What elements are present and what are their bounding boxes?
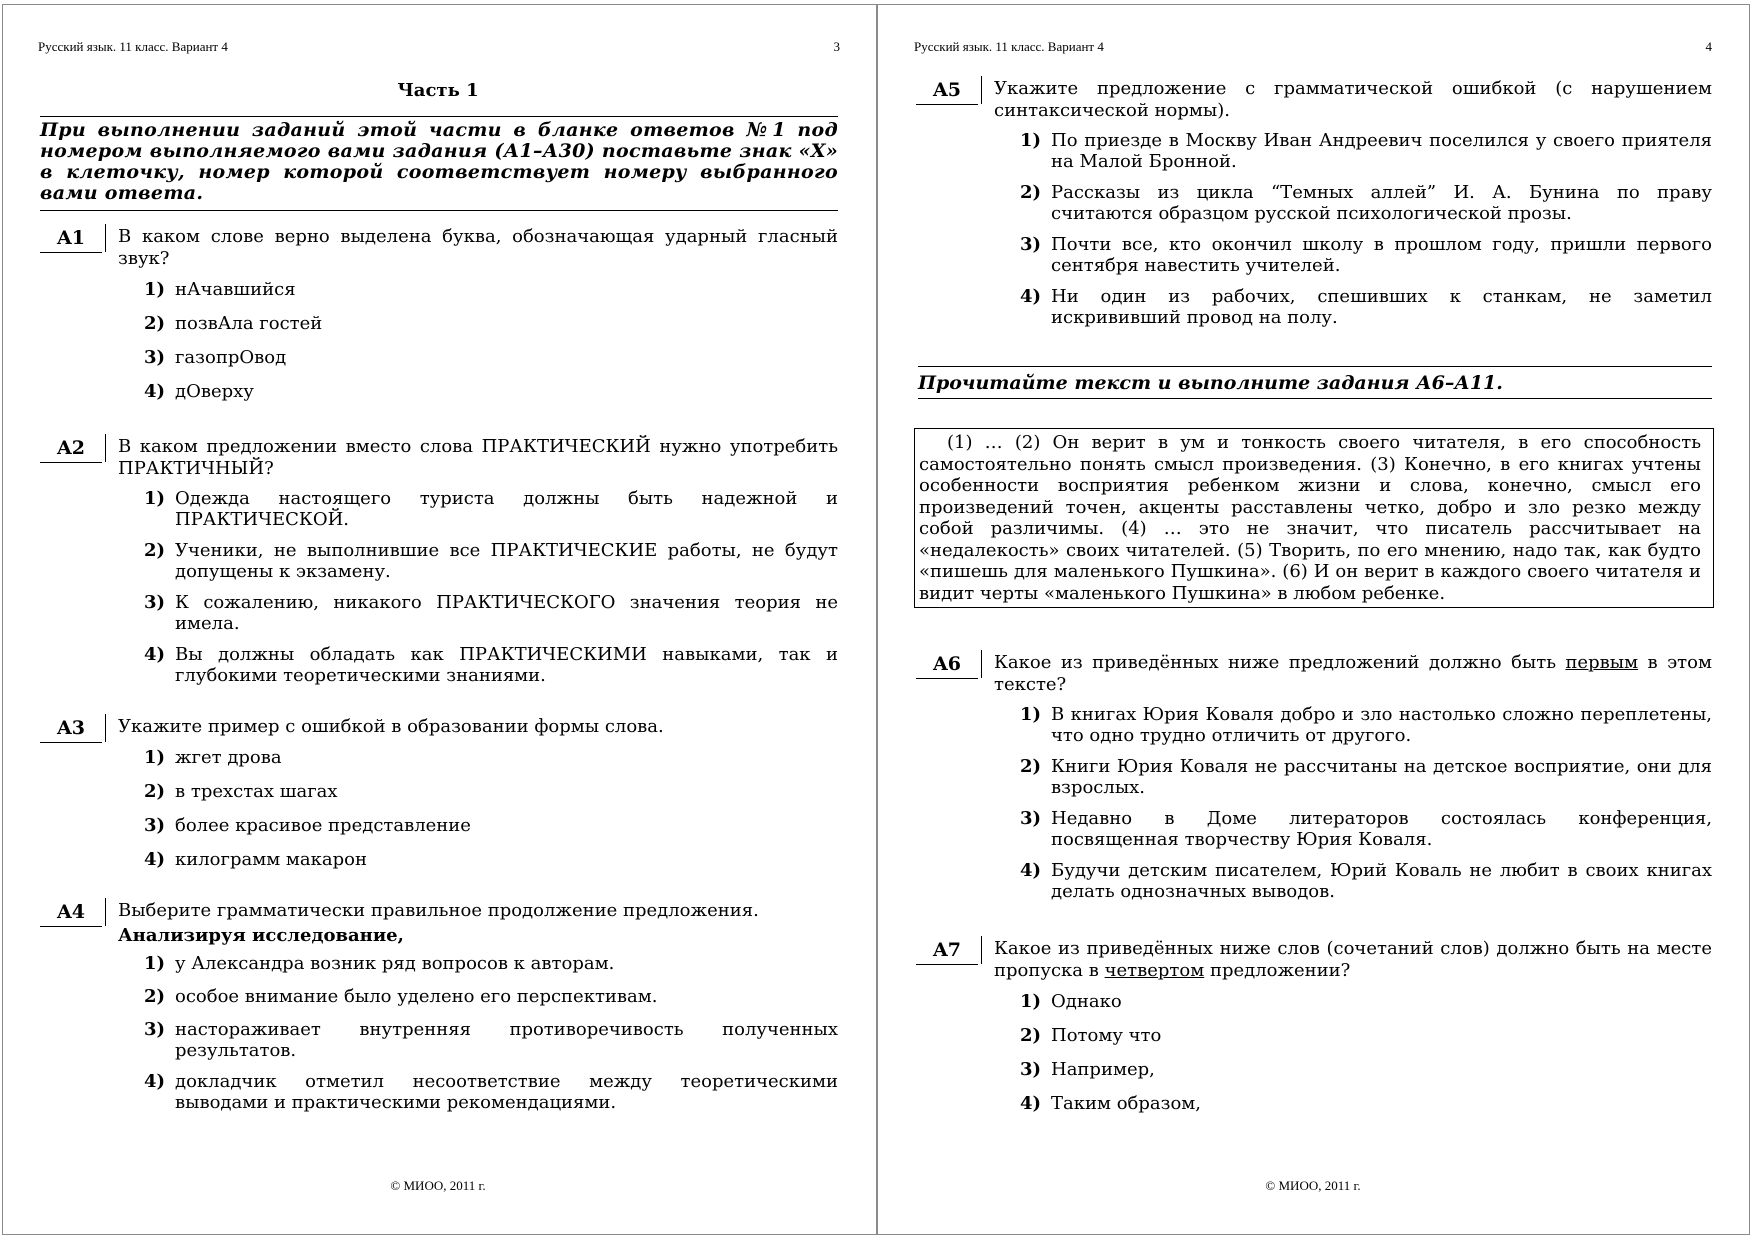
option-text: докладчик отметил несоответствие между теоретическими выводами и практическими рекомендациями. (175, 1071, 838, 1113)
option-text: Таким образом, (1051, 1093, 1202, 1114)
option-text: в трехстах шагах (175, 781, 338, 802)
right-page (914, 0, 1712, 1239)
option-number: 2) (1019, 182, 1041, 203)
option (1018, 182, 1712, 224)
option (142, 592, 838, 634)
option (1018, 1025, 1712, 1046)
task-label: A3 (40, 716, 102, 743)
option (142, 488, 838, 530)
option-text: более красивое представление (175, 815, 471, 836)
copyright-footer: © МИОО, 2011 г. (390, 1178, 486, 1193)
option (1018, 704, 1712, 746)
option-number: 3) (1019, 234, 1041, 255)
option-text: Однако (1051, 991, 1122, 1012)
option-text: Например, (1051, 1059, 1155, 1080)
option (1018, 1059, 1712, 1080)
option-list (38, 488, 838, 686)
rule (40, 116, 838, 117)
question-text: Какое из приведённых ниже слов (сочетаний слов) должно быть на месте пропуска в (994, 938, 1712, 981)
option-text: Книги Юрия Коваля не рассчитаны на детское восприятие, они для взрослых. (1051, 756, 1712, 798)
option (142, 540, 838, 582)
option-text: позвАла гостей (175, 313, 323, 334)
running-title: Русский язык. 11 класс. Вариант 4 (38, 39, 228, 54)
option (1018, 234, 1712, 276)
option-text: у Александра возник ряд вопросов к авторам. (175, 953, 615, 974)
page-divider (876, 4, 878, 1235)
rule (918, 398, 1712, 399)
sentence-start: Анализируя исследование, (118, 925, 404, 946)
task-question: В каком предложении вместо слова ПРАКТИЧЕСКИЙ нужно употребить ПРАКТИЧНЫЙ? (118, 436, 838, 479)
task-question (994, 938, 1712, 982)
task-a4 (38, 900, 838, 1123)
option-number: 2) (143, 781, 165, 802)
option-number: 4) (1019, 1093, 1041, 1114)
option-number: 3) (143, 347, 165, 368)
part-instructions: При выполнении заданий этой части в бланке ответов №1 под номером выполняемого вами задания (А1–А30) поставьте знак «X» в клеточку, номер которой соответствует номеру выбранного вами ответа. (40, 119, 838, 204)
option-number: 4) (1019, 860, 1041, 881)
task-question: Укажите пример с ошибкой в образовании формы слова. (118, 716, 664, 737)
task-a3 (38, 716, 838, 880)
option-number: 1) (143, 953, 165, 974)
underlined-word: четвертом (1104, 960, 1205, 981)
option-text: Рассказы из цикла “Темных аллей” И. А. Бунина по праву считаются образцом русской психологической прозы. (1051, 182, 1712, 224)
option (142, 381, 838, 402)
option-text: Ни один из рабочих, спешивших к станкам, не заметил искрививший провод на полу. (1051, 286, 1712, 328)
option-text: газопрОвод (175, 347, 287, 368)
task-label: A4 (40, 900, 102, 927)
option-text: Потому что (1051, 1025, 1162, 1046)
rule (40, 210, 838, 211)
option-number: 3) (1019, 1059, 1041, 1080)
option (142, 347, 838, 368)
option-number: 4) (143, 381, 165, 402)
option-text: Ученики, не выполнившие все ПРАКТИЧЕСКИЕ работы, не будут допущены к экзамену. (175, 540, 838, 582)
task-label: A1 (40, 226, 102, 253)
option-list (914, 991, 1712, 1114)
question-text: Какое из приведённых ниже предложений должно быть (994, 652, 1566, 673)
option-text: нАчавшийся (175, 279, 296, 300)
option-number: 3) (143, 1019, 165, 1040)
option (142, 781, 838, 802)
reading-passage: (1) … (2) Он верит в ум и тонкость своего читателя, в его способность самостоятельно понять смысл произведения. (3) Конечно, в его книгах учтены особенности восприятия ребенком жизни и слова, конечно, смысл его произведений точен, акценты расставлены четко, добро и зло резко между собой различимы. (4) … это не значит, что писатель рассчитывает на «недалекость» своих читателей. (5) Творить, по его мнению, надо так, как будто «пишешь для маленького Пушкина». (6) И он верит в каждого своего читателя и видит черты «маленького Пушкина» в любом ребенке. (914, 428, 1714, 608)
option (1018, 991, 1712, 1012)
left-page (38, 0, 838, 1239)
running-header (914, 39, 1712, 57)
running-title: Русский язык. 11 класс. Вариант 4 (914, 39, 1104, 54)
option-number: 2) (143, 986, 165, 1007)
option-text: По приезде в Москву Иван Андреевич поселился у своего приятеля на Малой Бронной. (1051, 130, 1712, 172)
option-list (38, 747, 838, 870)
option (142, 279, 838, 300)
rule (918, 366, 1712, 367)
option-number: 1) (143, 488, 165, 509)
task-label: A7 (916, 938, 978, 965)
option (142, 313, 838, 334)
option (1018, 130, 1712, 172)
task-label: A2 (40, 436, 102, 463)
option-number: 1) (143, 747, 165, 768)
option-text: Будучи детским писателем, Юрий Коваль не любит в своих книгах делать однозначных выводов. (1051, 860, 1712, 902)
option-list (914, 130, 1712, 328)
option-text: К сожалению, никакого ПРАКТИЧЕСКОГО значения теория не имела. (175, 592, 838, 634)
option (1018, 808, 1712, 850)
task-label: A6 (916, 652, 978, 679)
page-number: 3 (833, 39, 840, 54)
option (142, 1019, 838, 1061)
option (1018, 1093, 1712, 1114)
option (142, 953, 838, 974)
running-header (38, 39, 838, 57)
reading-instruction: Прочитайте текст и выполните задания А6–А11. (918, 372, 1503, 394)
task-label: A5 (916, 78, 978, 105)
option-number: 3) (143, 815, 165, 836)
task-question: Выберите грамматически правильное продолжение предложения. (118, 900, 759, 921)
option-text: В книгах Юрия Коваля добро и зло настолько сложно переплетены, что одно трудно отличить от другого. (1051, 704, 1712, 746)
task-a2 (38, 436, 838, 696)
option (142, 747, 838, 768)
option-list (38, 279, 838, 402)
option-number: 2) (1019, 1025, 1041, 1046)
option (142, 815, 838, 836)
underlined-word: первым (1565, 652, 1639, 673)
option-number: 1) (1019, 704, 1041, 725)
question-text: предложении? (1204, 960, 1351, 981)
option-text: килограмм макарон (175, 849, 367, 870)
copyright-footer: © МИОО, 2011 г. (1265, 1178, 1361, 1193)
option-list (914, 704, 1712, 902)
option-number: 2) (143, 313, 165, 334)
option-number: 1) (143, 279, 165, 300)
option-number: 3) (1019, 808, 1041, 829)
option-number: 4) (143, 1071, 165, 1092)
option-number: 4) (143, 849, 165, 870)
option (1018, 860, 1712, 902)
option-number: 2) (1019, 756, 1041, 777)
option-text: Одежда настоящего туриста должны быть надежной и ПРАКТИЧЕСКОЙ. (175, 488, 838, 530)
part-title: Часть 1 (397, 80, 479, 101)
option (1018, 756, 1712, 798)
page-number: 4 (1705, 39, 1712, 54)
option (142, 1071, 838, 1113)
question-text: в этом тексте? (994, 652, 1712, 695)
option-text: дОверху (175, 381, 254, 402)
option-number: 2) (143, 540, 165, 561)
option-list (38, 953, 838, 1113)
option-text: Недавно в Доме литераторов состоялась конференция, посвященная творчеству Юрия Коваля. (1051, 808, 1712, 850)
option (142, 986, 838, 1007)
task-a1 (38, 226, 838, 412)
option-text: Почти все, кто окончил школу в прошлом году, пришли первого сентября навестить учителей. (1051, 234, 1712, 276)
option-number: 1) (1019, 130, 1041, 151)
task-question: Укажите предложение с грамматической ошибкой (с нарушением синтаксической нормы). (994, 78, 1712, 121)
option-number: 4) (1019, 286, 1041, 307)
option (142, 644, 838, 686)
task-a5 (914, 78, 1712, 338)
option-text: жгет дрова (175, 747, 282, 768)
task-a6 (914, 652, 1712, 912)
task-question: В каком слове верно выделена буква, обозначающая ударный гласный звук? (118, 226, 838, 269)
option-text: Вы должны обладать как ПРАКТИЧЕСКИМИ навыками, так и глубокими теоретическими знаниями. (175, 644, 838, 686)
option-number: 4) (143, 644, 165, 665)
option-number: 1) (1019, 991, 1041, 1012)
option (1018, 286, 1712, 328)
option-text: особое внимание было уделено его перспективам. (175, 986, 658, 1007)
option-text: настораживает внутренняя противоречивость полученных результатов. (175, 1019, 838, 1061)
option-number: 3) (143, 592, 165, 613)
task-a7 (914, 938, 1712, 1124)
task-question (994, 652, 1712, 696)
option (142, 849, 838, 870)
